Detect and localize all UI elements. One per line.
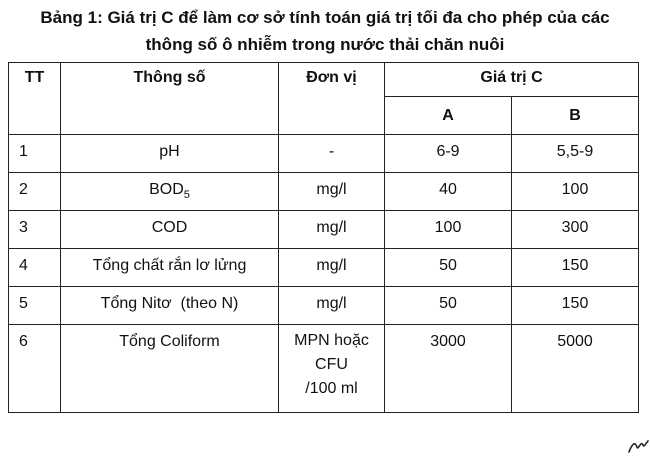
header-unit: Đơn vị bbox=[279, 63, 385, 135]
header-row bbox=[9, 63, 639, 97]
table-row bbox=[9, 249, 639, 287]
header-b: B bbox=[512, 97, 639, 135]
param-subscript: 5 bbox=[183, 189, 190, 202]
row-value-b: 5,5-9 bbox=[512, 135, 639, 173]
row-value-a: 40 bbox=[385, 173, 512, 211]
header-a: A bbox=[385, 97, 512, 135]
signature-scribble bbox=[626, 435, 650, 455]
row-param: COD bbox=[61, 211, 279, 249]
row-unit: - bbox=[279, 135, 385, 173]
row-unit bbox=[279, 325, 385, 413]
row-param: pH bbox=[61, 135, 279, 173]
row-param bbox=[61, 173, 279, 211]
header-param: Thông số bbox=[61, 63, 279, 135]
row-value-a: 100 bbox=[385, 211, 512, 249]
unit-line: MPN hoặc bbox=[294, 332, 369, 349]
row-value-a: 50 bbox=[385, 287, 512, 325]
table-title-line-2: thông số ô nhiễm trong nước thải chăn nuôi bbox=[145, 35, 505, 54]
row-tt: 3 bbox=[9, 211, 61, 249]
unit-line: /100 ml bbox=[305, 380, 358, 397]
table-title bbox=[0, 4, 650, 58]
param-text: BOD bbox=[149, 181, 184, 198]
row-tt: 5 bbox=[9, 287, 61, 325]
table-title-line-1: Bảng 1: Giá trị C để làm cơ sở tính toán giá trị tối đa cho phép của các bbox=[40, 8, 610, 27]
row-value-a: 6-9 bbox=[385, 135, 512, 173]
row-param: Tổng Coliform bbox=[61, 325, 279, 413]
row-unit: mg/l bbox=[279, 173, 385, 211]
parameter-table bbox=[8, 62, 639, 413]
unit-line: CFU bbox=[315, 356, 348, 373]
table-row bbox=[9, 287, 639, 325]
row-value-b: 150 bbox=[512, 287, 639, 325]
row-param: Tổng chất rắn lơ lửng bbox=[61, 249, 279, 287]
row-tt: 1 bbox=[9, 135, 61, 173]
row-unit: mg/l bbox=[279, 211, 385, 249]
header-value-group: Giá trị C bbox=[385, 63, 639, 97]
table-row bbox=[9, 325, 639, 413]
row-value-b: 300 bbox=[512, 211, 639, 249]
row-param: Tổng Nitơ (theo N) bbox=[61, 287, 279, 325]
row-tt: 4 bbox=[9, 249, 61, 287]
row-unit: mg/l bbox=[279, 249, 385, 287]
row-tt: 2 bbox=[9, 173, 61, 211]
table-row bbox=[9, 211, 639, 249]
table-row bbox=[9, 135, 639, 173]
row-value-b: 150 bbox=[512, 249, 639, 287]
row-value-a: 50 bbox=[385, 249, 512, 287]
row-unit: mg/l bbox=[279, 287, 385, 325]
row-tt: 6 bbox=[9, 325, 61, 413]
header-tt: TT bbox=[9, 63, 61, 135]
row-value-a: 3000 bbox=[385, 325, 512, 413]
table-row bbox=[9, 173, 639, 211]
row-value-b: 5000 bbox=[512, 325, 639, 413]
row-value-b: 100 bbox=[512, 173, 639, 211]
